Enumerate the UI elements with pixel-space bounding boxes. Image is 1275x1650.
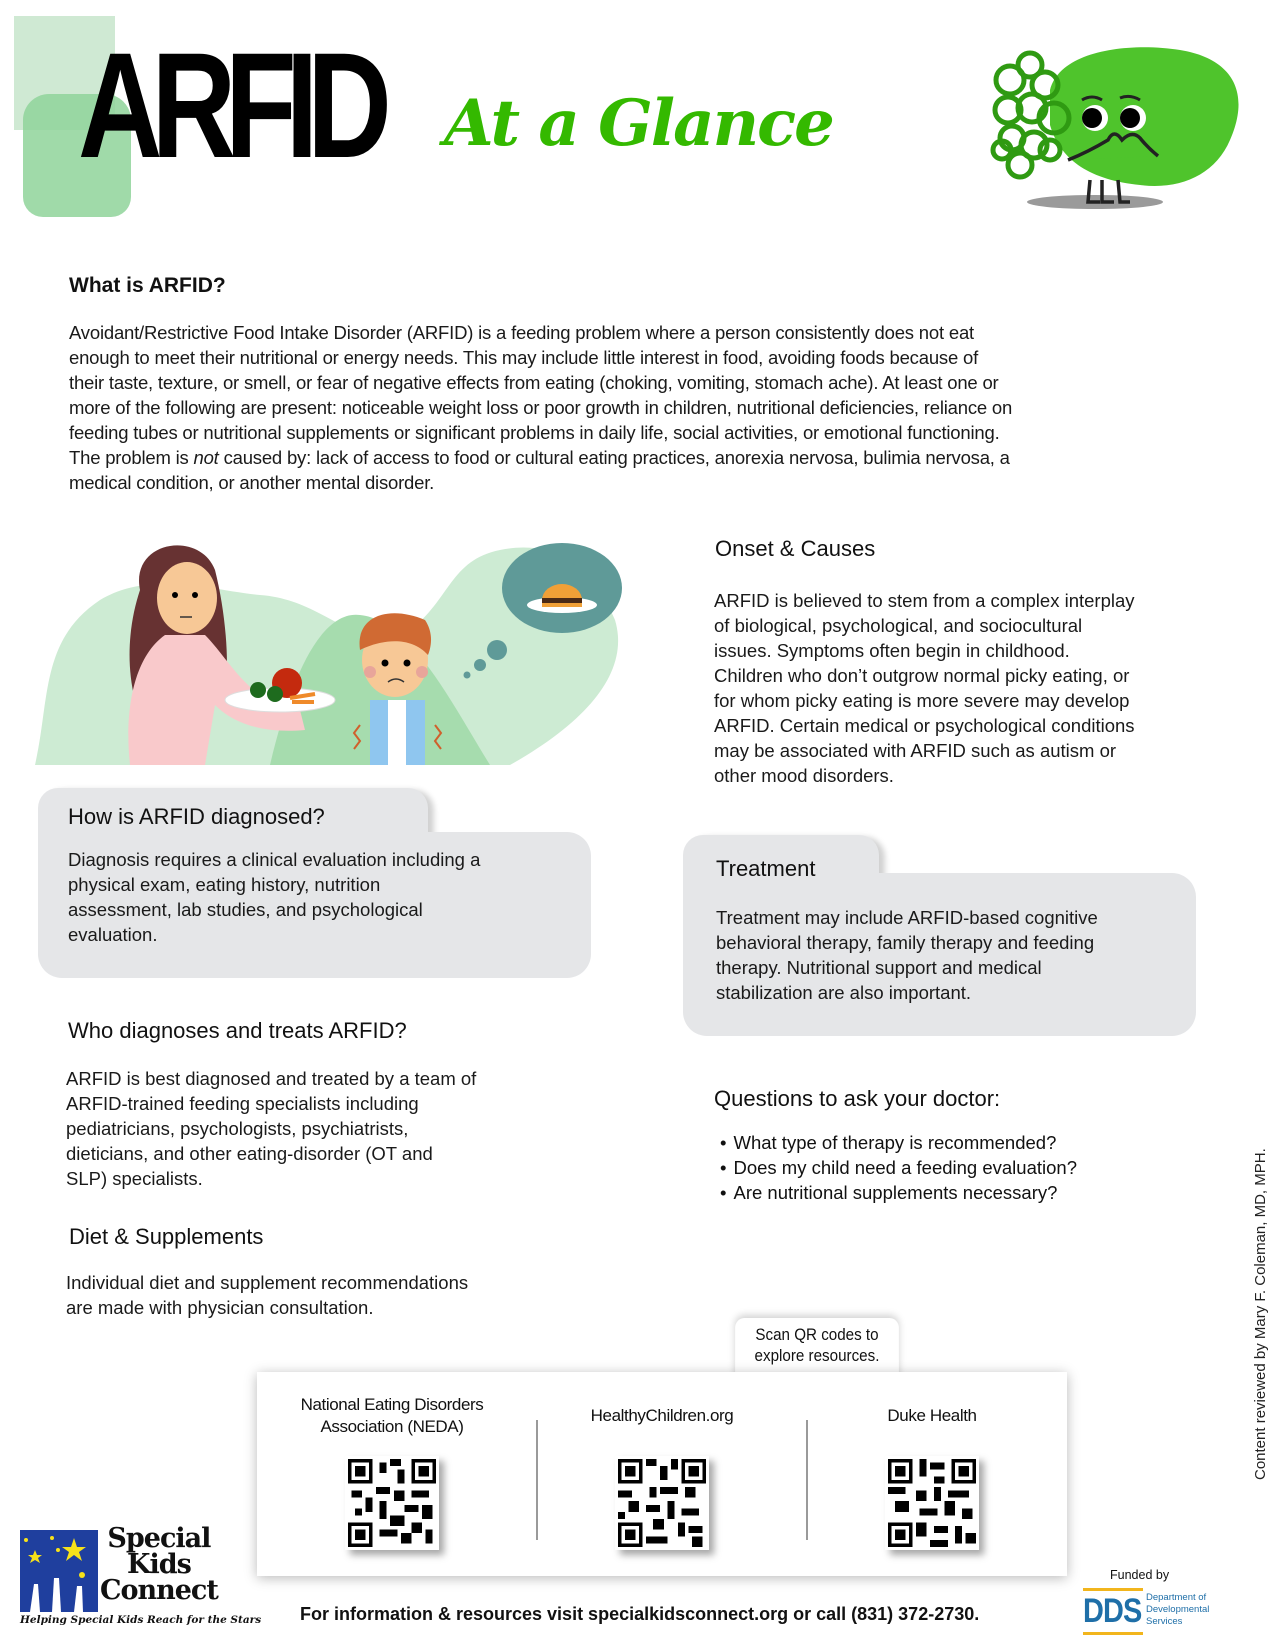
what-is-line: more of the following are present: noticeable weight loss or poor growth in children, nutritional deficiencies, reliance on [69,397,1013,418]
what-is-line: feeding tubes or nutritional supplements or significant problems in daily life, social activities, or emotional functioning. [69,422,1000,443]
page-subtitle: At a Glance [444,86,833,161]
qr-code-icon[interactable] [345,1456,439,1550]
diagnosed-line: Diagnosis requires a clinical evaluation including a [68,849,481,870]
who-body [66,1066,566,1191]
diet-heading: Diet & Supplements [69,1224,264,1249]
qr-instruction-line: explore resources. [754,1347,880,1365]
diagnosed-line: physical exam, eating history, nutrition [68,874,381,895]
qr-code-icon[interactable] [615,1456,709,1550]
onset-line: ARFID. Certain medical or psychological conditions [714,715,1135,736]
qr-instruction-line: Scan QR codes to [755,1326,879,1344]
what-is-body [69,320,1199,495]
onset-line: issues. Symptoms often begin in childhood. [714,640,1070,661]
onset-line: for whom picky eating is more severe may develop [714,690,1130,711]
qr-resource-label: HealthyChildren.org [590,1406,734,1425]
question-item: • What type of therapy is recommended? [714,1130,1077,1155]
dds-abbr: DDS [1083,1592,1142,1630]
treatment-line: Treatment may include ARFID-based cognitive [716,907,1098,928]
questions-heading: Questions to ask your doctor: [714,1086,1001,1111]
question-item: • Does my child need a feeding evaluation? [714,1155,1077,1180]
dds-logo[interactable] [1083,1588,1233,1638]
who-line: pediatricians, psychologists, psychiatrists, [66,1118,409,1139]
diagnosed-line: assessment, lab studies, and psychological [68,899,423,920]
skc-tagline: Helping Special Kids Reach for the Stars [20,1614,262,1626]
stars-hands-icon [20,1530,98,1612]
qr-resource-duke-health[interactable] [797,1394,1067,1550]
what-is-line: their taste, texture, or smell, or fear of negative effects from eating (choking, vomiting, stomach ache). At least one or [69,372,999,393]
treatment-line: stabilization are also important. [716,982,972,1003]
qr-resources-panel [257,1372,1067,1576]
onset-line: Children who don’t outgrow normal picky eating, or [714,665,1130,686]
onset-line: may be associated with ARFID such as autism or [714,740,1117,761]
treatment-heading: Treatment [716,856,816,881]
questions-list [714,1130,1077,1205]
content-review-credit: Content reviewed by Mary F. Coleman, MD, MPH. [1252,1148,1269,1480]
dds-name: Department of Developmental Services [1146,1592,1210,1627]
diagnosed-line: evaluation. [68,924,158,945]
question-item: • Are nutritional supplements necessary? [714,1180,1077,1205]
onset-heading: Onset & Causes [715,536,876,561]
treatment-line: therapy. Nutritional support and medical [716,957,1042,978]
what-is-heading: What is ARFID? [69,274,226,297]
who-line: ARFID-trained feeding specialists including [66,1093,419,1114]
onset-body [714,588,1214,788]
funded-by-label: Funded by [1110,1568,1170,1582]
who-heading: Who diagnoses and treats ARFID? [68,1018,407,1043]
page-title: ARFID [78,21,381,189]
footer-contact-info: For information & resources visit specialkidsconnect.org or call (831) 372-2730. [300,1604,980,1624]
who-line: ARFID is best diagnosed and treated by a team of [66,1068,477,1089]
diagnosed-body [68,847,578,947]
qr-resource-label: National Eating Disorders Association (NEDA) [300,1395,484,1436]
diet-line: Individual diet and supplement recommendations [66,1272,469,1293]
qr-resource-neda[interactable] [257,1394,527,1550]
diagnosed-heading: How is ARFID diagnosed? [68,804,325,829]
onset-line: other mood disorders. [714,765,894,786]
worried-mascot-icon [990,30,1250,220]
skc-wordmark: Special Kids Connect [100,1523,218,1606]
what-is-line: medical condition, or another mental disorder. [69,472,435,493]
treatment-line: behavioral therapy, family therapy and feeding [716,932,1095,953]
what-is-line: The problem is not caused by: lack of access to food or cultural eating practices, anorexia nervosa, bulimia nervosa, a [69,447,1010,468]
diet-line: are made with physician consultation. [66,1297,374,1318]
treatment-body [716,905,1186,1005]
mother-child-food-illustration [30,520,650,770]
dds-bar [1083,1632,1143,1635]
diet-body [66,1270,566,1320]
qr-code-icon[interactable] [885,1456,979,1550]
onset-line: ARFID is believed to stem from a complex interplay [714,590,1135,611]
qr-resource-healthychildren[interactable] [527,1394,797,1550]
who-line: SLP) specialists. [66,1168,203,1189]
qr-resource-label: Duke Health [887,1406,977,1425]
onset-line: of biological, psychological, and sociocultural [714,615,1083,636]
what-is-line: Avoidant/Restrictive Food Intake Disorder (ARFID) is a feeding problem where a person consistently does not eat [69,322,974,343]
who-line: dieticians, and other eating-disorder (OT and [66,1143,433,1164]
special-kids-connect-logo[interactable] [20,1523,262,1635]
what-is-line: enough to meet their nutritional or energy needs. This may include little interest in food, avoiding foods because of [69,347,979,368]
